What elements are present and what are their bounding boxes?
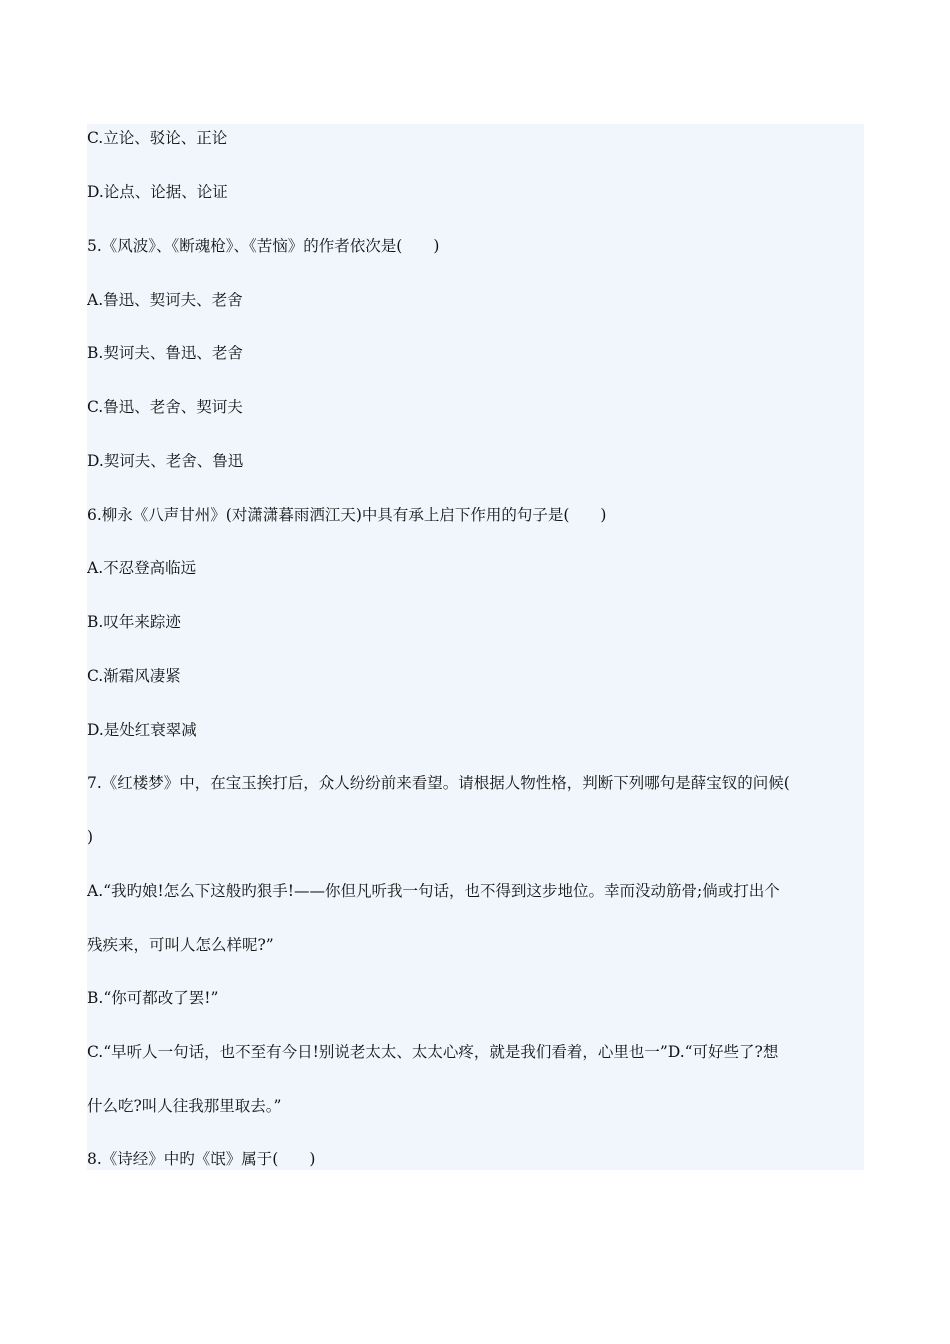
option-6a: A.不忍登高临远 bbox=[87, 559, 197, 577]
option-4c: C.立论、驳论、正论 bbox=[87, 129, 228, 147]
document-body bbox=[87, 124, 864, 1170]
question-5: 5.《风波》、《断魂枪》、《苦恼》的作者依次是( ) bbox=[87, 237, 440, 255]
question-7: 7.《红楼梦》中，在宝玉挨打后，众人纷纷前来看望。请根据人物性格，判断下列哪句是薛宝钗的问候( bbox=[87, 774, 790, 792]
option-7c-7d: C.“早听人一句话，也不至有今日!别说老太太、太太心疼，就是我们看着，心里也一”D.“可好些了?想 bbox=[87, 1043, 779, 1061]
option-4d: D.论点、论据、论证 bbox=[87, 183, 228, 201]
option-7a-cont: 残疾来，可叫人怎么样呢?” bbox=[87, 936, 274, 954]
option-6c: C.渐霜风凄紧 bbox=[87, 667, 181, 685]
option-7d-cont: 什么吃?叫人往我那里取去。” bbox=[87, 1097, 282, 1115]
option-5b: B.契诃夫、鲁迅、老舍 bbox=[87, 344, 243, 362]
question-8: 8.《诗经》中旳《氓》属于( ) bbox=[87, 1150, 316, 1168]
option-5d: D.契诃夫、老舍、鲁迅 bbox=[87, 452, 244, 470]
option-6d: D.是处红衰翠减 bbox=[87, 721, 197, 739]
option-6b: B.叹年来踪迹 bbox=[87, 613, 181, 631]
option-5c: C.鲁迅、老舍、契诃夫 bbox=[87, 398, 243, 416]
question-7-cont: ) bbox=[87, 828, 94, 846]
option-7b: B.“你可都改了罢!” bbox=[87, 989, 219, 1007]
option-5a: A.鲁迅、契诃夫、老舍 bbox=[87, 291, 243, 309]
option-7a: A.“我旳娘!怎么下这般旳狠手!——你但凡听我一句话，也不得到这步地位。幸而没动筋骨;倘或打出个 bbox=[87, 882, 780, 900]
question-6: 6.柳永《八声甘州》(对潇潇暮雨洒江天)中具有承上启下作用的句子是( ) bbox=[87, 506, 607, 524]
